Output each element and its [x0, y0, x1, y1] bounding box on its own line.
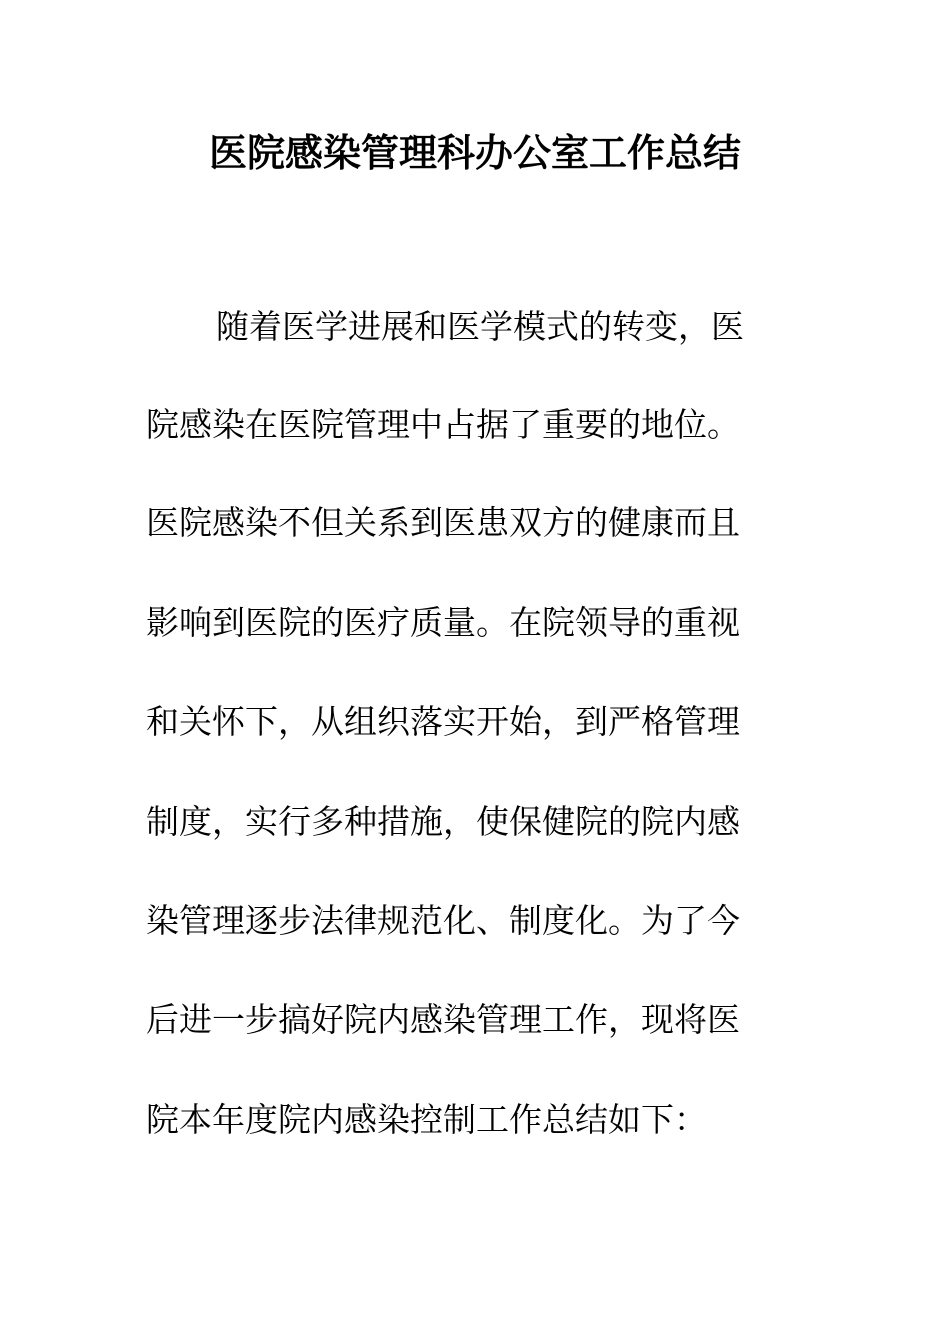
paragraph-line: 院感染在医院管理中占据了重要的地位。	[146, 405, 740, 444]
paragraph-line: 随着医学进展和医学模式的转变，医	[216, 307, 744, 346]
paragraph-line: 后进一步搞好院内感染管理工作，现将医	[146, 1000, 740, 1039]
paragraph-line: 医院感染不但关系到医患双方的健康而且	[146, 503, 740, 542]
paragraph-line: 院本年度院内感染控制工作总结如下：	[146, 1100, 707, 1139]
paragraph-line: 影响到医院的医疗质量。在院领导的重视	[146, 603, 740, 642]
paragraph-line: 染管理逐步法律规范化、制度化。为了今	[146, 901, 740, 940]
paragraph-line: 和关怀下，从组织落实开始，到严格管理	[146, 702, 740, 741]
document-title: 医院感染管理科办公室工作总结	[208, 130, 741, 175]
paragraph-line: 制度，实行多种措施，使保健院的院内感	[146, 802, 740, 841]
